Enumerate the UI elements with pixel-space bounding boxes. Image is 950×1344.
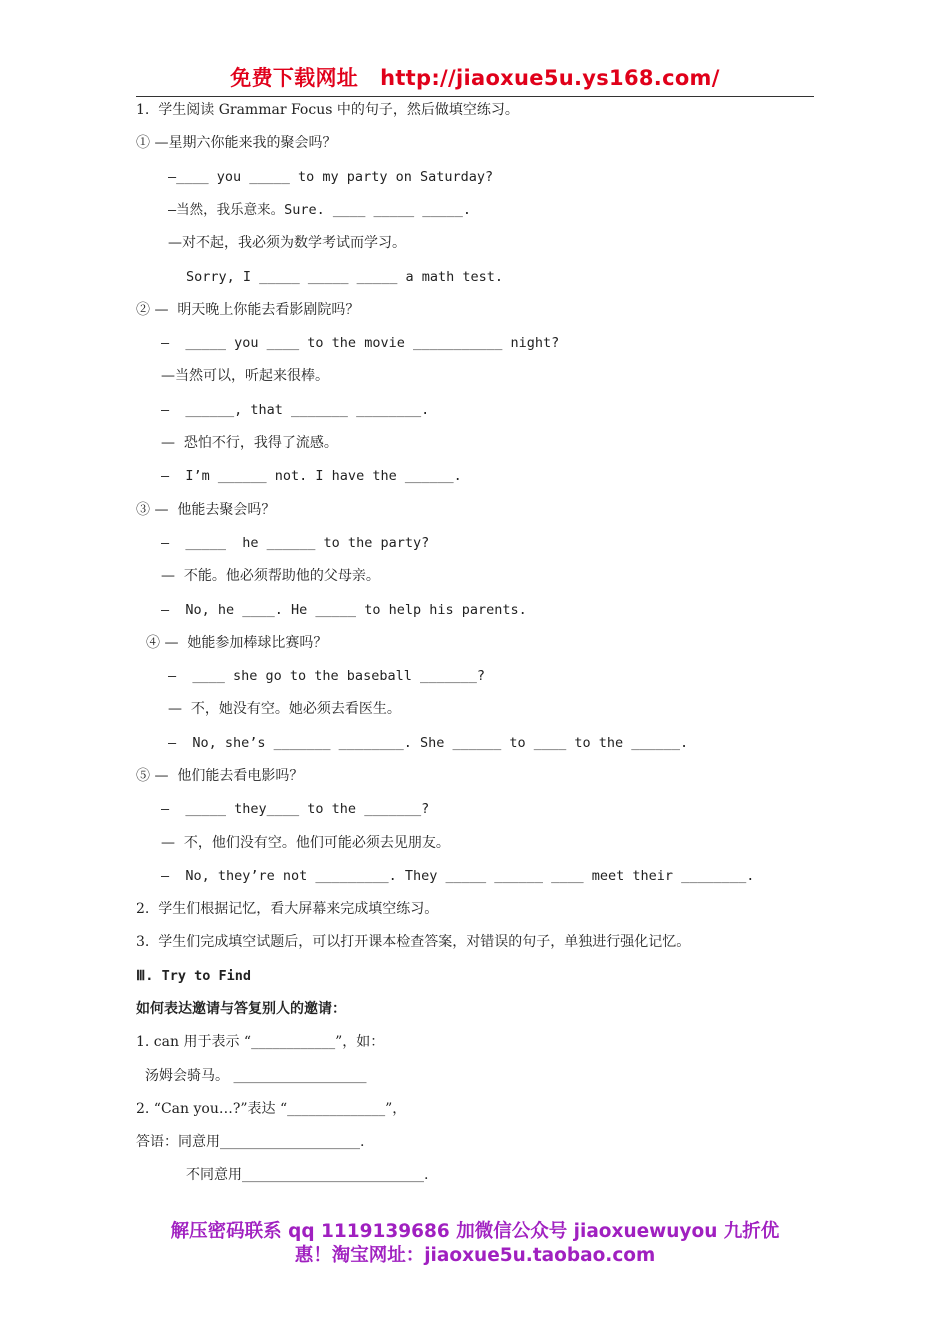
text-line: — _____ they____ to the _______? [161, 801, 430, 817]
text-line: 1. 学生阅读 Grammar Focus 中的句子，然后做填空练习。 [136, 102, 519, 118]
text-line: ④ — 她能参加棒球比赛吗？ [146, 635, 328, 651]
text-line: 答语：同意用____________________. [136, 1134, 365, 1150]
text-line: — 恐怕不行，我得了流感。 [161, 435, 338, 451]
text-line: ③ — 他能去聚会吗？ [136, 502, 276, 518]
text-line: — 不，他们没有空。他们可能必须去见朋友。 [161, 835, 450, 851]
text-line: 3. 学生们完成填空试题后，可以打开课本检查答案，对错误的句子，单独进行强化记忆。 [136, 934, 691, 950]
text-line: — I’m ______ not. I have the ______. [161, 468, 462, 484]
text-line: — ______, that _______ ________. [161, 402, 430, 418]
text-line: — No, she’s _______ ________. She ______ to ____ to the ______. [168, 735, 689, 751]
text-line: —当然，我乐意来。Sure. ____ _____ _____. [168, 202, 472, 218]
text-line: 1. can 用于表示 “____________”，如： [136, 1034, 385, 1050]
text-line: ① —星期六你能来我的聚会吗？ [136, 135, 337, 151]
text-line: 汤姆会骑马。 ___________________ [145, 1068, 367, 1084]
text-line: — No, he ____. He _____ to help his parents. [161, 602, 527, 618]
footer-line-1: 解压密码联系 qq 1119139686 加微信公众号 jiaoxuewuyou 九折优 [170, 1221, 780, 1242]
text-line: — 不能。他必须帮助他的父母亲。 [161, 568, 380, 584]
text-line: — 不，她没有空。她必须去看医生。 [168, 701, 401, 717]
text-line: — ____ she go to the baseball _______? [168, 668, 485, 684]
page-header [136, 62, 814, 97]
text-line: —____ you _____ to my party on Saturday? [168, 169, 494, 185]
footer-line-2: 惠！淘宝网址：jiaoxue5u.taobao.com [294, 1245, 656, 1266]
section-heading: Ⅲ. Try to Find [136, 968, 251, 984]
text-line: ② — 明天晚上你能去看影剧院吗？ [136, 302, 360, 318]
text-line: 2. “Can you…?”表达 “______________”， [136, 1101, 407, 1117]
text-line: — No, they’re not _________. They _____ ______ ____ meet their ________. [161, 868, 755, 884]
text-line: — _____ he ______ to the party? [161, 535, 430, 551]
header-url[interactable]: http://jiaoxue5u.ys168.com/ [380, 66, 720, 90]
text-line: ⑤ — 他们能去看电影吗？ [136, 768, 304, 784]
header-title: 免费下载网址 [230, 66, 359, 90]
text-line: 不同意用__________________________. [186, 1167, 429, 1183]
page-footer [130, 1220, 820, 1268]
section-subheading: 如何表达邀请与答复别人的邀请： [136, 1001, 346, 1017]
text-line: —当然可以，听起来很棒。 [161, 368, 329, 384]
text-line: — _____ you ____ to the movie ___________ night? [161, 335, 560, 351]
text-line: 2. 学生们根据记忆，看大屏幕来完成填空练习。 [136, 901, 439, 917]
text-line: —对不起，我必须为数学考试而学习。 [168, 235, 406, 251]
text-line: Sorry, I _____ _____ _____ a math test. [186, 269, 503, 285]
